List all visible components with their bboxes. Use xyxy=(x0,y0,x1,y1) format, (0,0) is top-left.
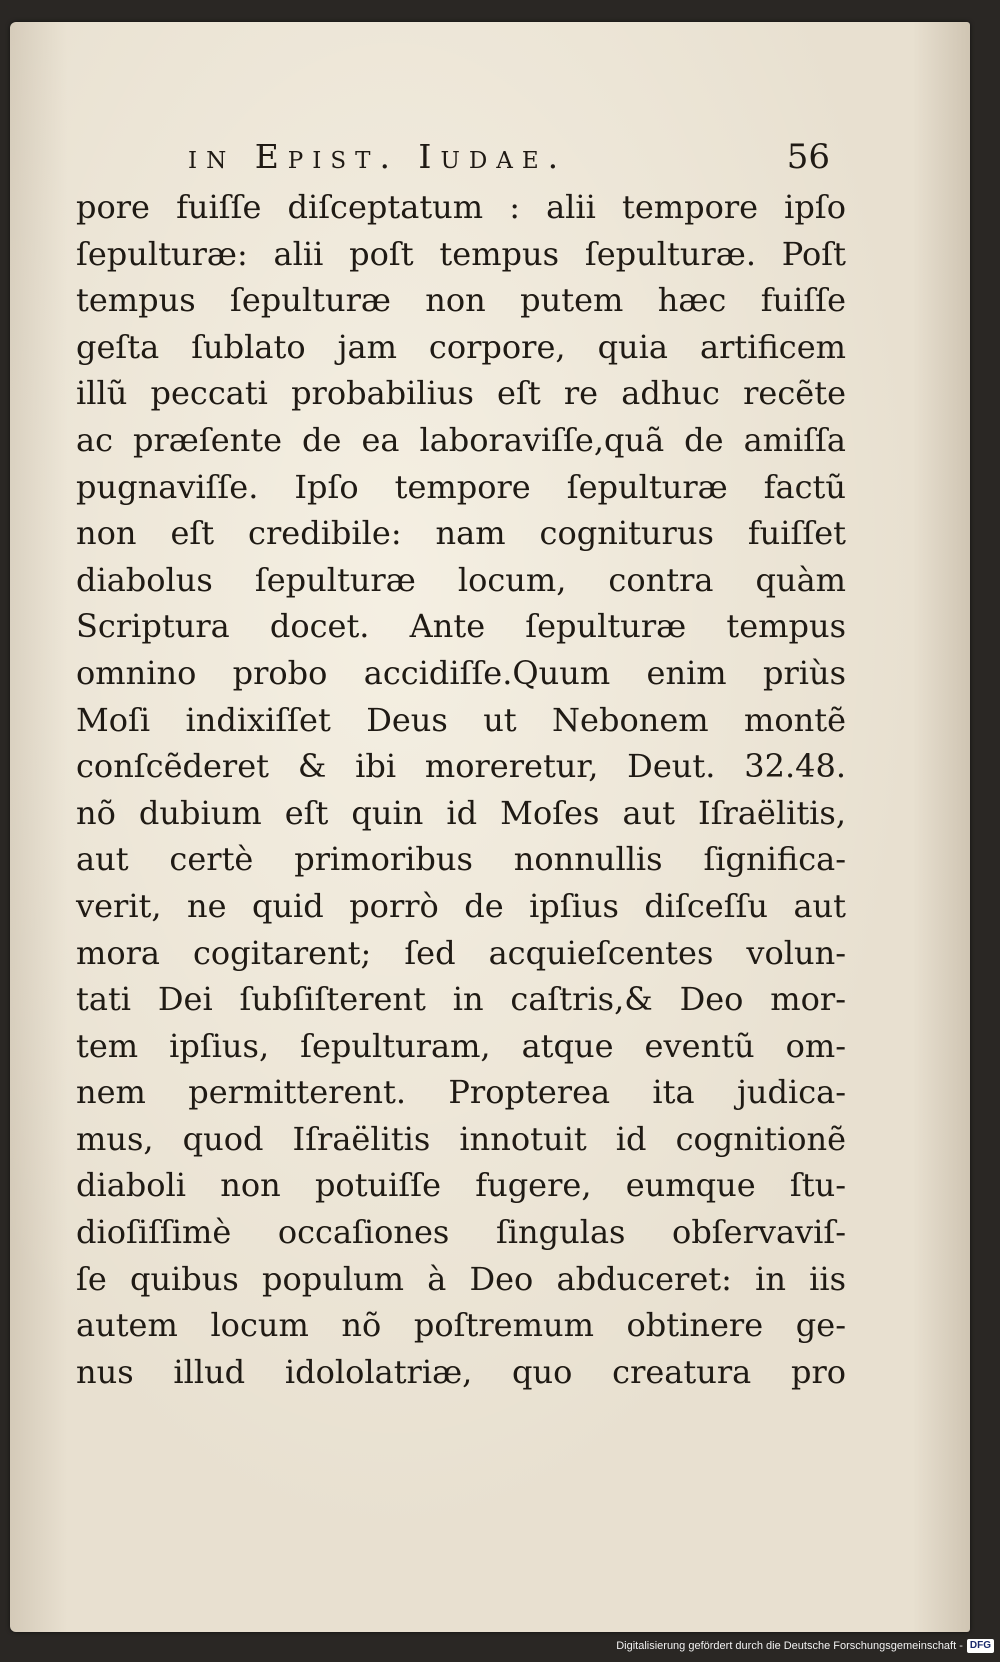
text-line: diabolus ſepulturæ locum, contra quàm xyxy=(76,560,846,599)
credit-text: Digitalisierung gefördert durch die Deutsche Forschungsgemeinschaft - xyxy=(616,1640,963,1652)
text-line: geſta ſublato jam corpore, quia artificem xyxy=(76,327,846,366)
running-title: in Epist. Iudae. xyxy=(188,137,568,176)
running-head xyxy=(160,137,830,183)
text-line: ſepulturæ: alii poſt tempus ſepulturæ. Poſt xyxy=(76,234,846,273)
dfg-logo: DFG xyxy=(967,1639,994,1653)
text-line: nem permitterent. Propterea ita judica- xyxy=(76,1073,846,1112)
text-line: ac præſente de ea laboraviſſe,quã de amiſſa xyxy=(76,420,846,459)
text-line: nõ dubium eſt quin id Moſes aut Iſraëlitis, xyxy=(76,793,846,832)
text-line: aut certè primoribus nonnullis ſignifica- xyxy=(76,840,846,879)
book-page xyxy=(10,22,970,1632)
text-line: Moſi indixiſſet Deus ut Nebonem montẽ xyxy=(76,700,846,739)
text-line: illũ peccati probabilius eſt re adhuc recẽte xyxy=(76,374,846,413)
text-line: nus illud idololatriæ, quo creatura pro xyxy=(76,1352,846,1391)
text-line: Scriptura docet. Ante ſepulturæ tempus xyxy=(76,607,846,646)
digitization-credit xyxy=(616,1638,994,1654)
text-line: tem ipſius, ſepulturam, atque eventũ om- xyxy=(76,1026,846,1065)
page-number: 56 xyxy=(786,137,830,177)
text-line: pugnaviſſe. Ipſo tempore ſepulturæ factũ xyxy=(76,467,846,506)
body-text xyxy=(76,184,846,1395)
text-line: non eſt credibile: nam cogniturus fuiſſet xyxy=(76,514,846,553)
text-line: conſcẽderet & ibi moreretur, Deut. 32.48. xyxy=(76,747,846,786)
text-line: ſe quibus populum à Deo abduceret: in iis xyxy=(76,1259,846,1298)
text-line: tati Dei ſubſiſterent in caſtris,& Deo mor- xyxy=(76,980,846,1019)
text-line: verit, ne quid porrò de ipſius diſceſſu aut xyxy=(76,886,846,925)
text-line: pore fuiſſe diſceptatum : alii tempore ipſo xyxy=(76,188,846,226)
text-line: mora cogitarent; ſed acquieſcentes volun- xyxy=(76,933,846,972)
text-line: autem locum nõ poſtremum obtinere ge- xyxy=(76,1306,846,1345)
text-line: diaboli non potuiſſe fugere, eumque ſtu- xyxy=(76,1166,846,1205)
text-line: dioſiſſimè occaſiones ſingulas obſervaviſ- xyxy=(76,1213,846,1252)
text-line: mus, quod Iſraëlitis innotuit id cognitionẽ xyxy=(76,1119,846,1158)
text-line: tempus ſepulturæ non putem hæc fuiſſe xyxy=(76,281,846,320)
text-line: omnino probo accidiſſe.Quum enim priùs xyxy=(76,653,846,692)
